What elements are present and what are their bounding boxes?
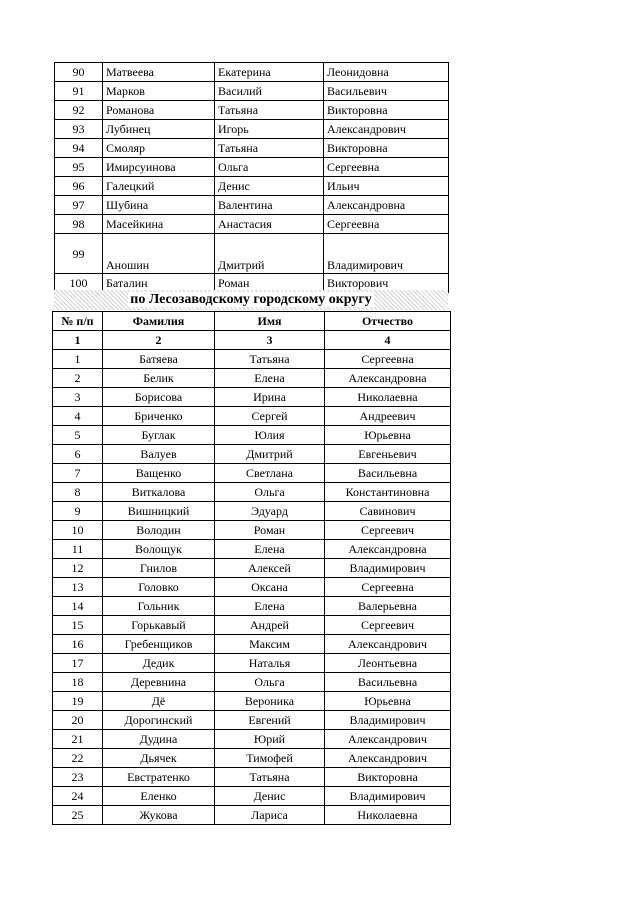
cell-surname: Вишницкий — [103, 502, 215, 521]
cell-number: 15 — [53, 616, 103, 635]
cell-patronymic: Савинович — [325, 502, 451, 521]
table-row — [53, 445, 451, 464]
table-row — [53, 673, 451, 692]
cell-name: Роман — [215, 274, 324, 293]
cell-surname: Валуев — [103, 445, 215, 464]
table-row — [55, 196, 449, 215]
cell-surname: Масейкина — [103, 215, 215, 234]
cell-number: 5 — [53, 426, 103, 445]
column-index: 1 — [53, 331, 103, 350]
district-list-table — [52, 311, 451, 825]
cell-name: Елена — [215, 597, 325, 616]
section-title-text: по Лесозаводскому городскому округу — [130, 292, 372, 307]
table-row — [55, 234, 449, 274]
cell-name: Валентина — [215, 196, 324, 215]
cell-name: Ирина — [215, 388, 325, 407]
cell-patronymic: Владимирович — [325, 559, 451, 578]
cell-name: Татьяна — [215, 101, 324, 120]
cell-name: Андрей — [215, 616, 325, 635]
cell-name: Елена — [215, 540, 325, 559]
column-index: 4 — [325, 331, 451, 350]
section-title — [54, 290, 448, 310]
table-row — [55, 215, 449, 234]
cell-name: Максим — [215, 635, 325, 654]
header-surname: Фамилия — [103, 312, 215, 331]
table-row — [53, 388, 451, 407]
cell-surname: Лубинец — [103, 120, 215, 139]
cell-number: 20 — [53, 711, 103, 730]
table-row — [53, 749, 451, 768]
cell-name: Юлия — [215, 426, 325, 445]
cell-name: Лариса — [215, 806, 325, 825]
cell-name: Екатерина — [215, 63, 324, 82]
cell-surname: Володин — [103, 521, 215, 540]
cell-number: 12 — [53, 559, 103, 578]
cell-name: Наталья — [215, 654, 325, 673]
cell-number: 7 — [53, 464, 103, 483]
cell-patronymic: Ильич — [324, 177, 449, 196]
cell-number: 100 — [55, 274, 103, 293]
cell-surname: Деревнина — [103, 673, 215, 692]
cell-patronymic: Сергеевна — [324, 158, 449, 177]
cell-patronymic: Александрович — [325, 730, 451, 749]
cell-patronymic: Константиновна — [325, 483, 451, 502]
cell-patronymic: Викторовна — [324, 139, 449, 158]
table-row — [53, 369, 451, 388]
cell-number: 6 — [53, 445, 103, 464]
table-row — [53, 407, 451, 426]
cell-name: Татьяна — [215, 768, 325, 787]
cell-name: Юрий — [215, 730, 325, 749]
cell-patronymic: Сергеевна — [325, 578, 451, 597]
cell-surname: Галецкий — [103, 177, 215, 196]
cell-surname: Жукова — [103, 806, 215, 825]
cell-number: 95 — [55, 158, 103, 177]
table-row — [53, 692, 451, 711]
cell-surname: Гнилов — [103, 559, 215, 578]
cell-surname: Аношин — [103, 234, 215, 274]
cell-number: 10 — [53, 521, 103, 540]
cell-patronymic: Владимирович — [325, 787, 451, 806]
cell-name: Ольга — [215, 483, 325, 502]
cell-patronymic: Александрович — [325, 635, 451, 654]
cell-surname: Борисова — [103, 388, 215, 407]
cell-surname: Дё — [103, 692, 215, 711]
cell-surname: Гольник — [103, 597, 215, 616]
table-row — [53, 711, 451, 730]
cell-number: 24 — [53, 787, 103, 806]
cell-patronymic: Александровна — [325, 540, 451, 559]
cell-name: Дмитрий — [215, 445, 325, 464]
cell-name: Татьяна — [215, 350, 325, 369]
cell-surname: Дедик — [103, 654, 215, 673]
table-row — [55, 63, 449, 82]
table-row — [53, 787, 451, 806]
cell-number: 91 — [55, 82, 103, 101]
table-row — [55, 158, 449, 177]
previous-list-table — [54, 62, 449, 293]
table-row — [53, 540, 451, 559]
cell-patronymic: Владимирович — [325, 711, 451, 730]
header-row — [53, 312, 451, 331]
table-row — [53, 559, 451, 578]
cell-surname: Еленко — [103, 787, 215, 806]
cell-number: 3 — [53, 388, 103, 407]
cell-patronymic: Николаевна — [325, 388, 451, 407]
cell-name: Оксана — [215, 578, 325, 597]
previous-list-body — [55, 63, 449, 293]
cell-name: Дмитрий — [215, 234, 324, 274]
cell-surname: Романова — [103, 101, 215, 120]
cell-patronymic: Викторовна — [325, 768, 451, 787]
cell-surname: Шубина — [103, 196, 215, 215]
cell-name: Роман — [215, 521, 325, 540]
cell-patronymic: Викторовна — [324, 101, 449, 120]
cell-patronymic: Александрович — [324, 120, 449, 139]
cell-patronymic: Васильевна — [325, 673, 451, 692]
cell-surname: Головко — [103, 578, 215, 597]
cell-number: 93 — [55, 120, 103, 139]
cell-surname: Белик — [103, 369, 215, 388]
cell-number: 25 — [53, 806, 103, 825]
cell-surname: Виткалова — [103, 483, 215, 502]
cell-surname: Дьячек — [103, 749, 215, 768]
table-row — [55, 120, 449, 139]
cell-number: 8 — [53, 483, 103, 502]
cell-number: 11 — [53, 540, 103, 559]
cell-patronymic: Юрьевна — [325, 426, 451, 445]
cell-number: 96 — [55, 177, 103, 196]
cell-number: 14 — [53, 597, 103, 616]
table-row — [53, 597, 451, 616]
cell-patronymic: Викторович — [324, 274, 449, 293]
table-row — [53, 502, 451, 521]
cell-surname: Баталин — [103, 274, 215, 293]
cell-patronymic: Васильевна — [325, 464, 451, 483]
cell-patronymic: Владимирович — [324, 234, 449, 274]
header-name: Имя — [215, 312, 325, 331]
cell-patronymic: Александровна — [324, 196, 449, 215]
table-row — [53, 806, 451, 825]
cell-name: Анастасия — [215, 215, 324, 234]
cell-patronymic: Александровна — [325, 369, 451, 388]
cell-number: 18 — [53, 673, 103, 692]
table-row — [53, 616, 451, 635]
table-row — [53, 483, 451, 502]
cell-name: Ольга — [215, 158, 324, 177]
table-row — [53, 654, 451, 673]
table-row — [53, 521, 451, 540]
cell-surname: Ващенко — [103, 464, 215, 483]
column-index-row — [53, 331, 451, 350]
cell-name: Василий — [215, 82, 324, 101]
cell-surname: Бриченко — [103, 407, 215, 426]
table-row — [55, 82, 449, 101]
cell-number: 23 — [53, 768, 103, 787]
cell-name: Игорь — [215, 120, 324, 139]
cell-number: 19 — [53, 692, 103, 711]
cell-patronymic: Сергеевич — [325, 616, 451, 635]
column-index: 2 — [103, 331, 215, 350]
table-row — [53, 730, 451, 749]
cell-number: 9 — [53, 502, 103, 521]
cell-surname: Матвеева — [103, 63, 215, 82]
cell-surname: Имирсуинова — [103, 158, 215, 177]
cell-patronymic: Сергеевна — [325, 350, 451, 369]
cell-surname: Смоляр — [103, 139, 215, 158]
cell-number: 16 — [53, 635, 103, 654]
cell-patronymic: Леонтьевна — [325, 654, 451, 673]
cell-number: 13 — [53, 578, 103, 597]
cell-number: 90 — [55, 63, 103, 82]
cell-patronymic: Сергеевна — [324, 215, 449, 234]
cell-patronymic: Юрьевна — [325, 692, 451, 711]
cell-surname: Горькавый — [103, 616, 215, 635]
cell-name: Ольга — [215, 673, 325, 692]
cell-name: Денис — [215, 787, 325, 806]
cell-number: 97 — [55, 196, 103, 215]
cell-patronymic: Николаевна — [325, 806, 451, 825]
table-row — [53, 635, 451, 654]
cell-surname: Евстратенко — [103, 768, 215, 787]
cell-patronymic: Александрович — [325, 749, 451, 768]
cell-patronymic: Сергеевич — [325, 521, 451, 540]
table-row — [53, 426, 451, 445]
cell-number: 99 — [55, 234, 103, 274]
cell-surname: Марков — [103, 82, 215, 101]
table-row — [55, 139, 449, 158]
cell-patronymic: Андреевич — [325, 407, 451, 426]
cell-number: 94 — [55, 139, 103, 158]
cell-name: Тимофей — [215, 749, 325, 768]
table-row — [55, 101, 449, 120]
cell-patronymic: Евгеньевич — [325, 445, 451, 464]
cell-name: Вероника — [215, 692, 325, 711]
table-row — [55, 177, 449, 196]
cell-name: Елена — [215, 369, 325, 388]
cell-name: Евгений — [215, 711, 325, 730]
cell-name: Светлана — [215, 464, 325, 483]
cell-surname: Дудина — [103, 730, 215, 749]
header-number: № п/п — [53, 312, 103, 331]
cell-number: 2 — [53, 369, 103, 388]
table-header — [53, 312, 451, 350]
cell-patronymic: Леонидовна — [324, 63, 449, 82]
cell-surname: Гребенщиков — [103, 635, 215, 654]
cell-name: Денис — [215, 177, 324, 196]
table-row — [53, 768, 451, 787]
table-row — [53, 578, 451, 597]
cell-name: Татьяна — [215, 139, 324, 158]
cell-surname: Буглак — [103, 426, 215, 445]
table-row — [53, 464, 451, 483]
cell-name: Сергей — [215, 407, 325, 426]
cell-number: 21 — [53, 730, 103, 749]
cell-number: 92 — [55, 101, 103, 120]
cell-patronymic: Валерьевна — [325, 597, 451, 616]
cell-name: Эдуард — [215, 502, 325, 521]
cell-number: 17 — [53, 654, 103, 673]
cell-number: 22 — [53, 749, 103, 768]
cell-number: 98 — [55, 215, 103, 234]
district-list-body — [53, 350, 451, 825]
table-row — [53, 350, 451, 369]
header-patronymic: Отчество — [325, 312, 451, 331]
column-index: 3 — [215, 331, 325, 350]
cell-surname: Волощук — [103, 540, 215, 559]
cell-patronymic: Васильевич — [324, 82, 449, 101]
cell-number: 1 — [53, 350, 103, 369]
cell-surname: Дорогинский — [103, 711, 215, 730]
cell-name: Алексей — [215, 559, 325, 578]
cell-number: 4 — [53, 407, 103, 426]
cell-surname: Батяева — [103, 350, 215, 369]
